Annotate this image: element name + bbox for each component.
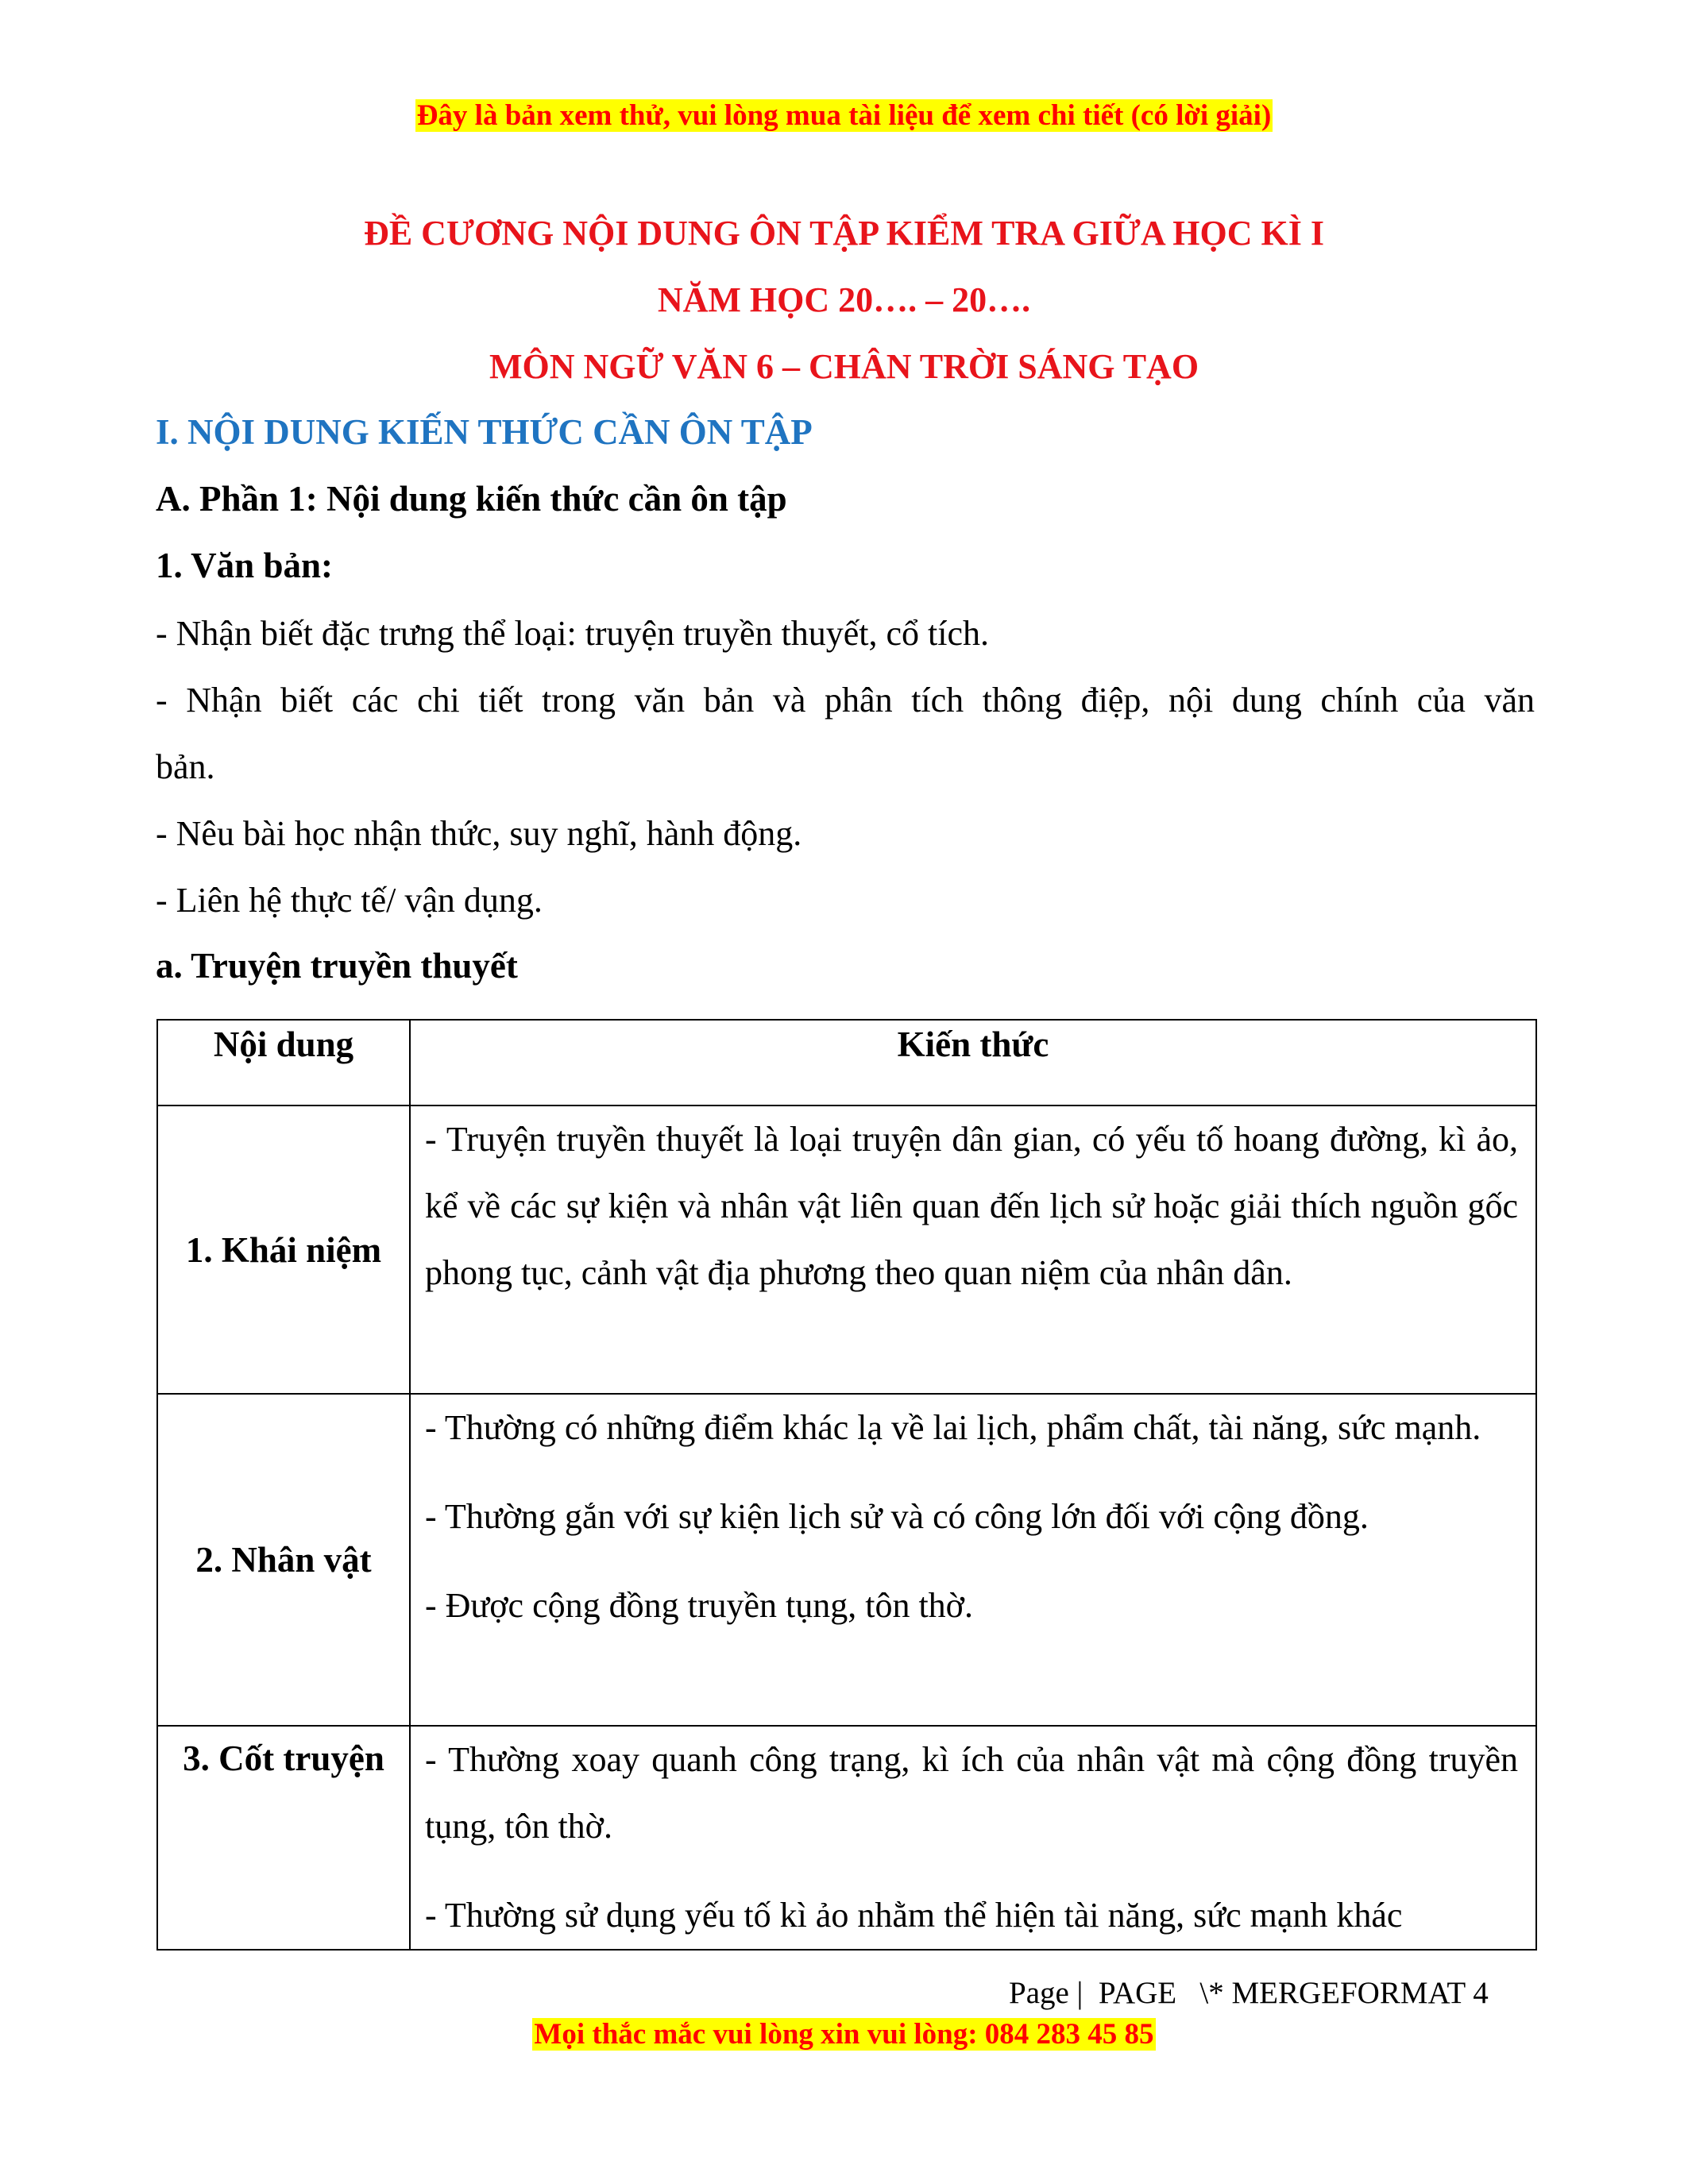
row-content xyxy=(410,1394,1536,1726)
doc-title-line-1: ĐỀ CƯƠNG NỘI DUNG ÔN TẬP KIỂM TRA GIỮA HỌC KÌ I xyxy=(364,214,1324,253)
table-row xyxy=(157,1726,1536,1950)
row-label: 1. Khái niệm xyxy=(157,1106,410,1394)
bullet-line: - Nêu bài học nhận thức, suy nghĩ, hành động. xyxy=(156,814,802,853)
preview-banner-text: Đây là bản xem thử, vui lòng mua tài liệu để xem chi tiết (có lời giải) xyxy=(416,99,1272,132)
bullet-line: - Nhận biết đặc trưng thể loại: truyện truyền thuyết, cổ tích. xyxy=(156,614,989,653)
row-paragraph: - Thường sử dụng yếu tố kì ảo nhằm thể hiện tài năng, sức mạnh khác xyxy=(425,1896,1403,1935)
row-paragraph: - Truyện truyền thuyết là loại truyện dân gian, có yếu tố hoang đường, kì ảo, kể về các sự kiện và nhân vật liên quan đến lịch sử hoặc giải thích nguồn gốc phong tục, cảnh vật địa phương theo quan niệm của nhân dân. xyxy=(425,1120,1518,1292)
row-content xyxy=(410,1726,1536,1950)
table-header-row xyxy=(157,1020,1536,1106)
row-paragraph: - Được cộng đồng truyền tụng, tôn thờ. xyxy=(425,1586,973,1625)
contact-text: Mọi thắc mắc vui lòng xin vui lòng: 084 283 45 85 xyxy=(534,2018,1154,2051)
subsection-a-heading: a. Truyện truyền thuyết xyxy=(156,946,518,986)
preview-banner xyxy=(0,98,1688,133)
row-paragraph: - Thường có những điểm khác lạ về lai lịch, phẩm chất, tài năng, sức mạnh. xyxy=(425,1408,1481,1447)
doc-title-line-2: NĂM HỌC 20…. – 20…. xyxy=(657,280,1031,319)
page-number-field: Page | PAGE \* MERGEFORMAT 4 xyxy=(1009,1976,1489,2010)
contact-banner xyxy=(0,2017,1688,2051)
knowledge-table xyxy=(156,1019,1537,1951)
subsection-heading: 1. Văn bản: xyxy=(156,546,334,585)
header-content: Nội dung xyxy=(157,1020,410,1106)
doc-title-line-3: MÔN NGỮ VĂN 6 – CHÂN TRỜI SÁNG TẠO xyxy=(489,347,1199,386)
row-label: 2. Nhân vật xyxy=(157,1394,410,1726)
row-content xyxy=(410,1106,1536,1394)
row-paragraph: - Thường xoay quanh công trạng, kì ích của nhân vật mà cộng đồng truyền tụng, tôn thờ. xyxy=(425,1740,1518,1846)
table-row xyxy=(157,1394,1536,1726)
header-knowledge: Kiến thức xyxy=(410,1020,1536,1106)
bullet-line: - Liên hệ thực tế/ vận dụng. xyxy=(156,881,543,920)
bullet-line: bản. xyxy=(156,747,215,786)
row-paragraph: - Thường gắn với sự kiện lịch sử và có công lớn đối với cộng đồng. xyxy=(425,1497,1369,1536)
part-heading: A. Phần 1: Nội dung kiến thức cần ôn tập xyxy=(156,479,787,519)
table-row xyxy=(157,1106,1536,1394)
section-heading: I. NỘI DUNG KIẾN THỨC CẦN ÔN TẬP xyxy=(156,412,813,452)
bullet-line: - Nhận biết các chi tiết trong văn bản và phân tích thông điệp, nội dung chính của văn xyxy=(156,681,1535,720)
row-label: 3. Cốt truyện xyxy=(157,1726,410,1950)
